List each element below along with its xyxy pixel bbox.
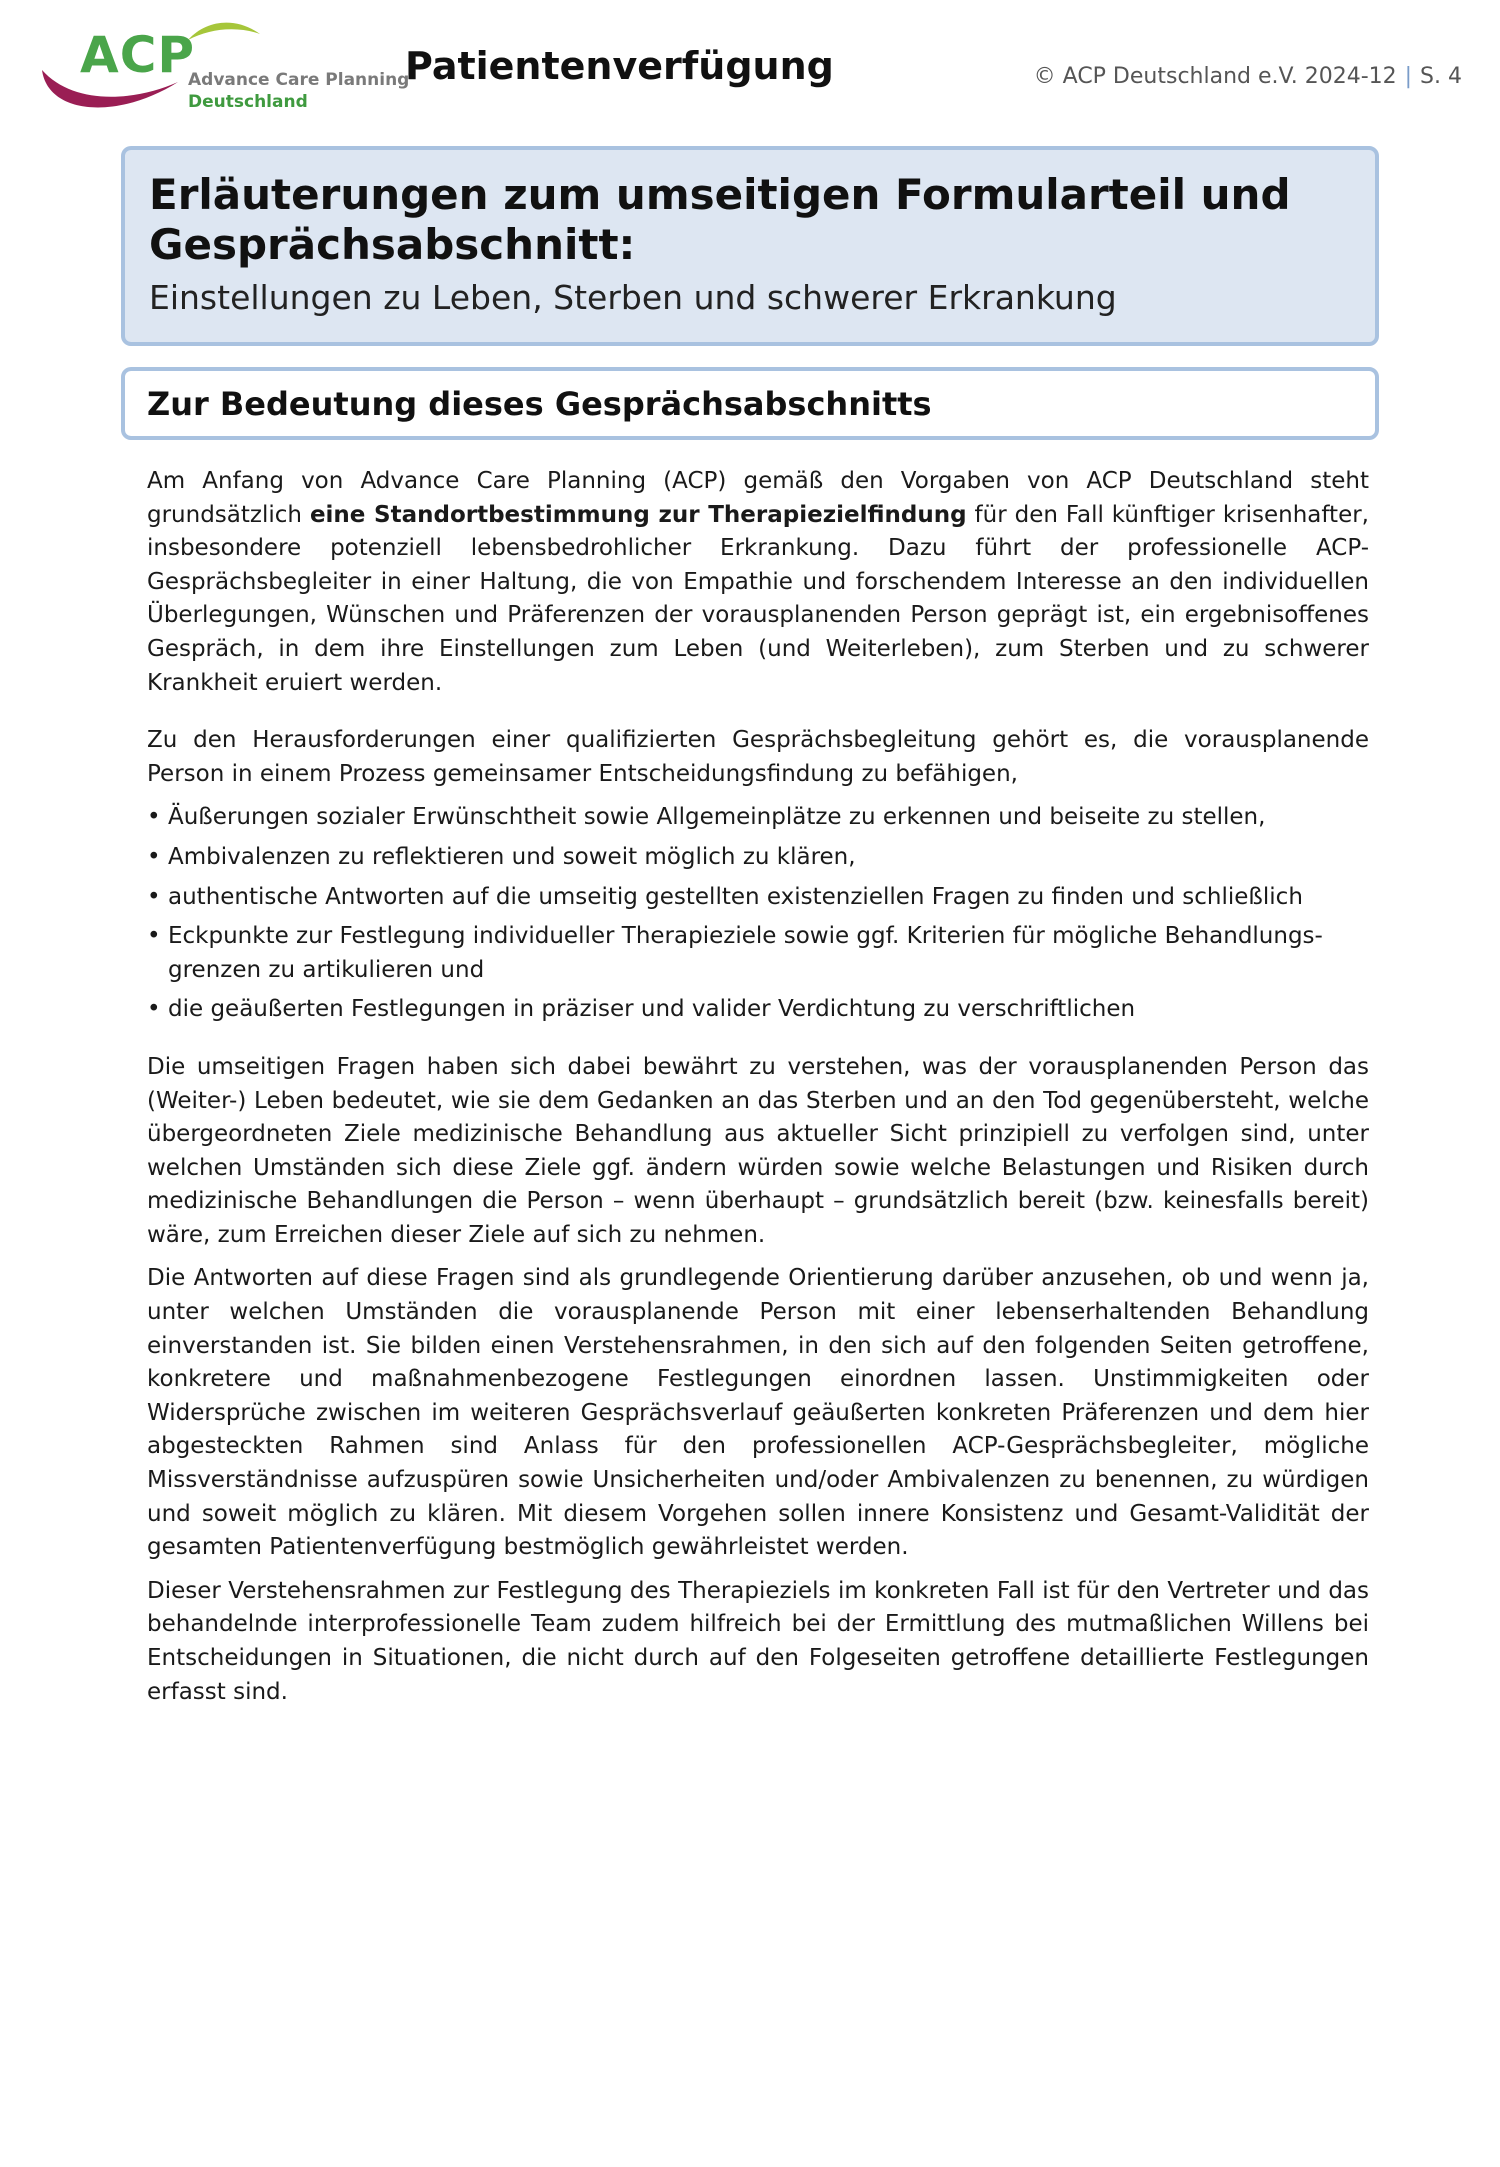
- paragraph-3: Die umseitigen Fragen haben sich dabei bewährt zu verstehen, was der vorausplanenden Person das (Weiter-) Leben bedeutet, wie sie dem Gedanken an das Sterben und an den Tod gegenübersteht, welche übergeordneten Ziele medizinische Behandlung aus aktueller Sicht prinzipiell zu verfolgen sind, unter welchen Umständen sich diese Ziele ggf. ändern würden sowie welche Belastungen und Risiken durch medizinische Behandlungen die Person – wenn überhaupt – grundsätzlich bereit (bzw. keinesfalls bereit) wäre, zum Erreichen dieser Ziele auf sich zu nehmen.: [147, 1053, 1369, 1248]
- copyright-text: © ACP Deutschland e.V. 2024-12: [1033, 64, 1397, 89]
- logo-acp-text: ACP: [80, 26, 196, 84]
- document-title: Patientenverfügung: [405, 44, 834, 88]
- header-separator: |: [1404, 64, 1413, 89]
- explanation-title-box: [121, 146, 1379, 346]
- header-meta: [1034, 64, 1462, 89]
- section-heading: Zur Bedeutung dieses Gesprächsabschnitts: [147, 385, 932, 423]
- logo-line-1: Advance Care Planning: [188, 70, 410, 90]
- paragraph-5: Dieser Verstehensrahmen zur Festlegung des Therapieziels im konkreten Fall ist für den Vertreter und das behandelnde interprofessionelle Team zudem hilfreich bei der Ermittlung des mutmaßlichen Willens bei Entscheidungen in Situationen, die nicht durch auf den Folgeseiten getroffene detaillierte Festlegungen erfasst sind.: [147, 1577, 1369, 1705]
- list-item: • Ambivalenzen zu reflektieren und soweit möglich zu klären,: [147, 841, 1369, 875]
- body-text: [147, 465, 1369, 1719]
- explanation-title: Erläuterungen zum umseitigen Formularteil und Gesprächsabschnitt:: [149, 170, 1291, 269]
- challenge-list: [147, 801, 1369, 1027]
- list-item: • Eckpunkte zur Festlegung individueller Therapieziele sowie ggf. Kriterien für mögliche Behandlungsgrenzen zu artikulieren und: [147, 920, 1369, 987]
- logo-line-2: Deutschland: [188, 92, 308, 112]
- paragraph-1-end: für den Fall künftiger krisenhafter, insbesondere potenziell lebensbedrohlicher Erkrankung. Dazu führt der professionelle ACP-Gesprächsbegleiter in einer Haltung, die von Empathie und forschendem Interesse an den individuellen Überlegungen, Wünschen und Präferenzen der vorausplanenden Person geprägt ist, ein ergebnisoffenes Gespräch, in dem ihre Einstellungen zum Leben (und Weiterleben), zum Sterben und zu schwerer Krankheit eruiert werden.: [147, 501, 1369, 696]
- paragraph-1-start: Am Anfang von Advance Care Planning (ACP) gemäß den Vorgaben von ACP Deutschland steht grundsätzlich: [147, 468, 1369, 528]
- explanation-subtitle: Einstellungen zu Leben, Sterben und schwerer Erkrankung: [149, 278, 1117, 317]
- section-heading-box: [121, 367, 1379, 440]
- list-item: • die geäußerten Festlegungen in präziser und valider Verdichtung zu verschriftlichen: [147, 993, 1369, 1027]
- acp-logo: [38, 20, 410, 125]
- page-number: S. 4: [1420, 64, 1462, 89]
- list-item: • Äußerungen sozialer Erwünschtheit sowie Allgemeinplätze zu erkennen und beiseite zu stellen,: [147, 801, 1369, 835]
- page-header: [0, 0, 1500, 140]
- paragraph-1-emphasis: eine Standortbestimmung zur Therapiezielfindung: [309, 501, 967, 528]
- paragraph-4: Die Antworten auf diese Fragen sind als grundlegende Orientierung darüber anzusehen, ob und wenn ja, unter welchen Umständen die vorausplanende Person mit einer lebenserhaltenden Behandlung einverstanden ist. Sie bilden einen Verstehensrahmen, in den sich auf den folgenden Seiten getroffene, konkretere und maßnahmenbezogene Festlegungen einordnen lassen. Unstimmigkeiten oder Widersprüche zwischen im weiteren Gesprächsverlauf geäußerten konkreten Präferenzen und dem hier abgesteckten Rahmen sind Anlass für den professionellen ACP-Gesprächsbegleiter, mögliche Missverständnisse aufzuspüren sowie Unsicherheiten und/oder Ambivalenzen zu benennen, zu würdigen und soweit möglich zu klären. Mit diesem Vorgehen sollen innere Konsistenz und Gesamt-Validität der gesamten Patientenverfügung bestmöglich gewährleistet werden.: [147, 1265, 1369, 1561]
- paragraph-2: Zu den Herausforderungen einer qualifizierten Gesprächsbegleitung gehört es, die vorausplanende Person in einem Prozess gemeinsamer Entscheidungsfindung zu befähigen,: [147, 727, 1369, 787]
- list-item: • authentische Antworten auf die umseitig gestellten existenziellen Fragen zu finden und schließlich: [147, 881, 1369, 915]
- paragraph-1: [147, 465, 1369, 700]
